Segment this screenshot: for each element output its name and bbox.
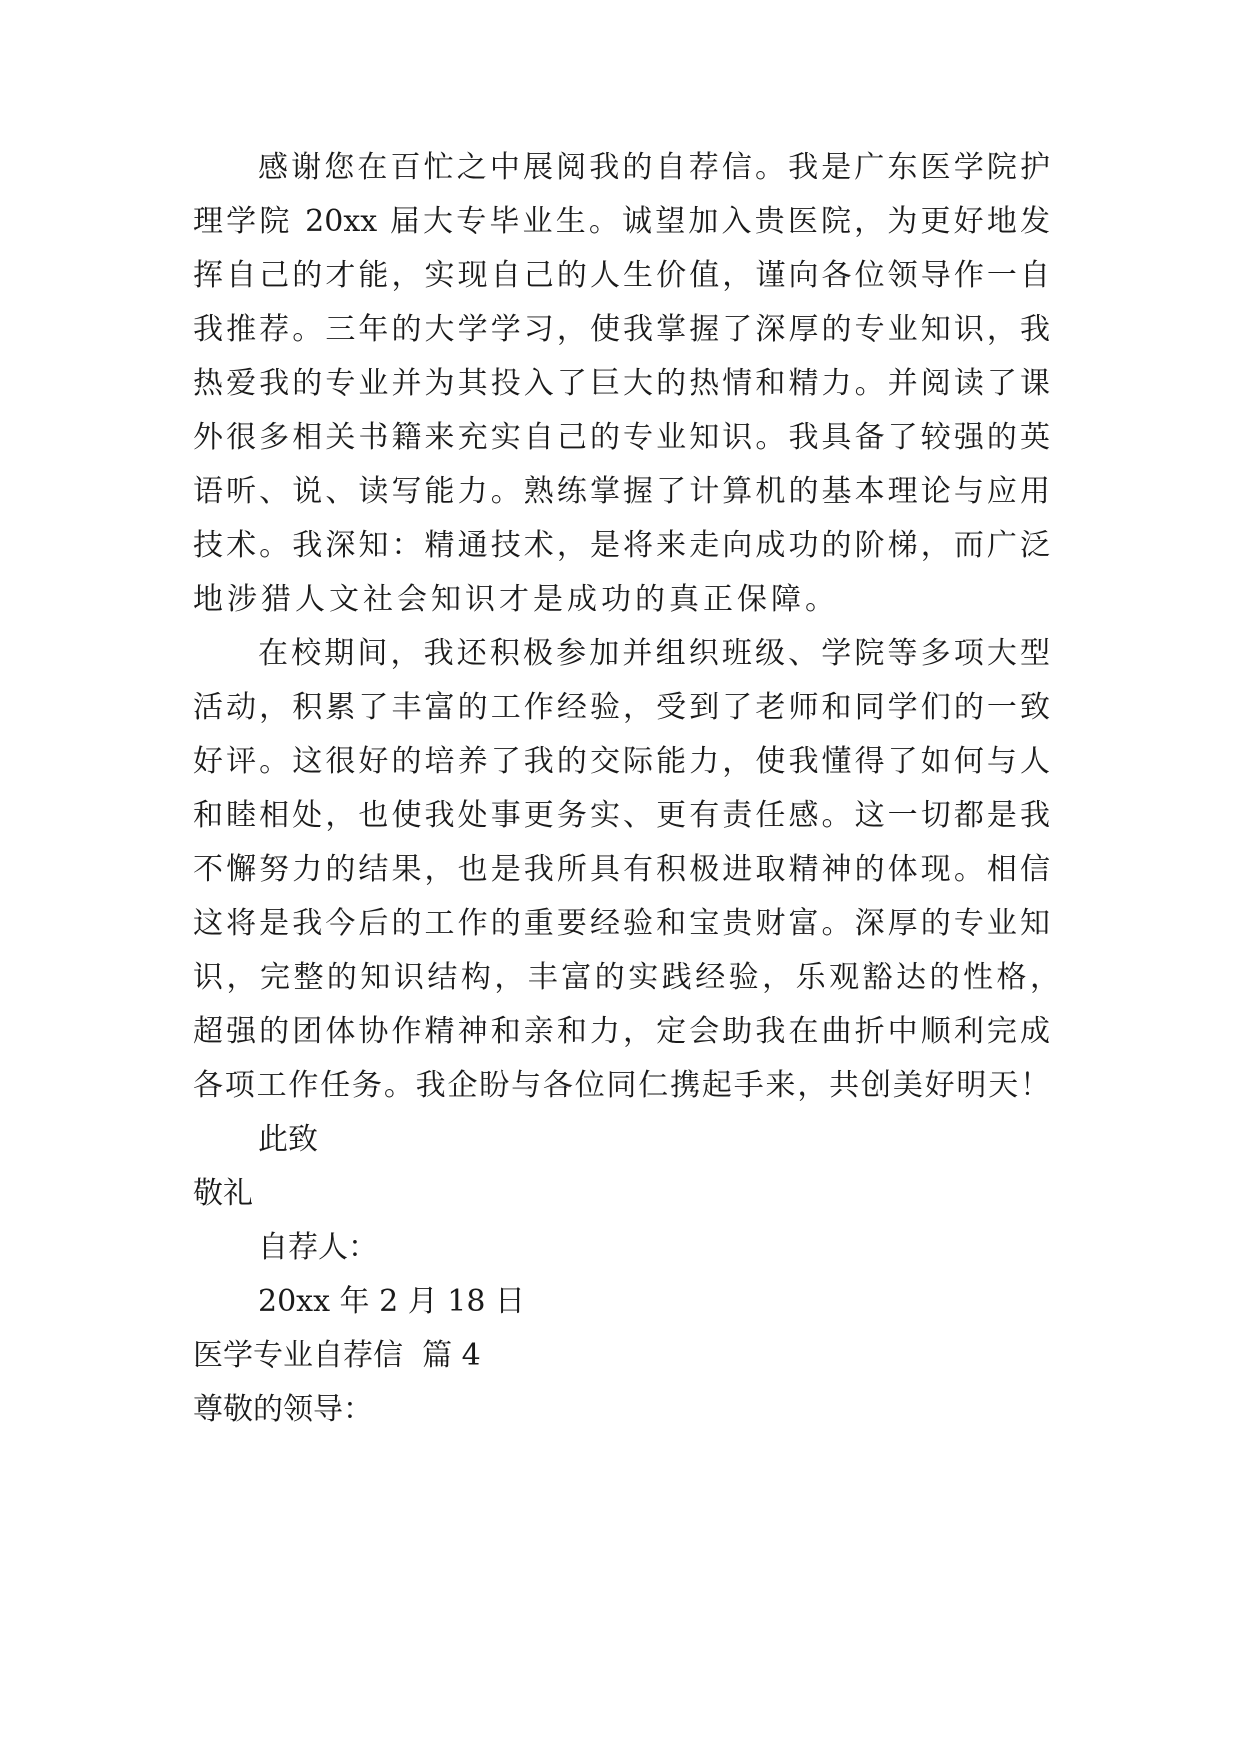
paragraph-2-line-3: 好评。这很好的培养了我的交际能力，使我懂得了如何与人 [193,744,1050,779]
paragraph-1-line-8: 技术。我深知：精通技术，是将来走向成功的阶梯，而广泛 [193,528,1050,563]
paragraph-1-line-2: 理学院 20xx 届大专毕业生。诚望加入贵医院，为更好地发 [193,204,1050,239]
paragraph-2-line-9: 各项工作任务。我企盼与各位同仁携起手来，共创美好明天！ [193,1068,1050,1103]
date-text: 20xx 年 2 月 18 日 [258,1284,525,1319]
paragraph-1-line-9: 地涉猎人文社会知识才是成功的真正保障。 [193,582,839,617]
paragraph-2-line-1: 在校期间，我还积极参加并组织班级、学院等多项大型 [258,636,1050,671]
paragraph-2-line-4: 和睦相处，也使我处事更务实、更有责任感。这一切都是我 [193,798,1050,833]
paragraph-1-line-1: 感谢您在百忙之中展阅我的自荐信。我是广东医学院护 [258,150,1050,185]
paragraph-2-line-7: 识，完整的知识结构，丰富的实践经验，乐观豁达的性格， [193,960,1060,995]
paragraph-2-line-2: 活动，积累了丰富的工作经验，受到了老师和同学们的一致 [193,690,1050,725]
paragraph-1-line-5: 热爱我的专业并为其投入了巨大的热情和精力。并阅读了课 [193,366,1050,401]
paragraph-2-line-5: 不懈努力的结果，也是我所具有积极进取精神的体现。相信 [193,852,1050,887]
next-letter-greeting: 尊敬的领导： [193,1392,373,1427]
paragraph-1-line-4: 我推荐。三年的大学学习，使我掌握了深厚的专业知识，我 [193,312,1050,347]
signature-label: 自荐人： [258,1230,378,1265]
paragraph-1-line-3: 挥自己的才能，实现自己的人生价值，谨向各位领导作一自 [193,258,1050,293]
salute-text: 敬礼 [193,1176,253,1211]
closing-text: 此致 [258,1122,318,1157]
next-letter-heading: 医学专业自荐信 篇 4 [193,1338,481,1373]
paragraph-2-line-8: 超强的团体协作精神和亲和力，定会助我在曲折中顺利完成 [193,1014,1050,1049]
paragraph-1-line-7: 语听、说、读写能力。熟练掌握了计算机的基本理论与应用 [193,474,1050,509]
paragraph-2-line-6: 这将是我今后的工作的重要经验和宝贵财富。深厚的专业知 [193,906,1050,941]
paragraph-1-line-6: 外很多相关书籍来充实自己的专业知识。我具备了较强的英 [193,420,1050,455]
